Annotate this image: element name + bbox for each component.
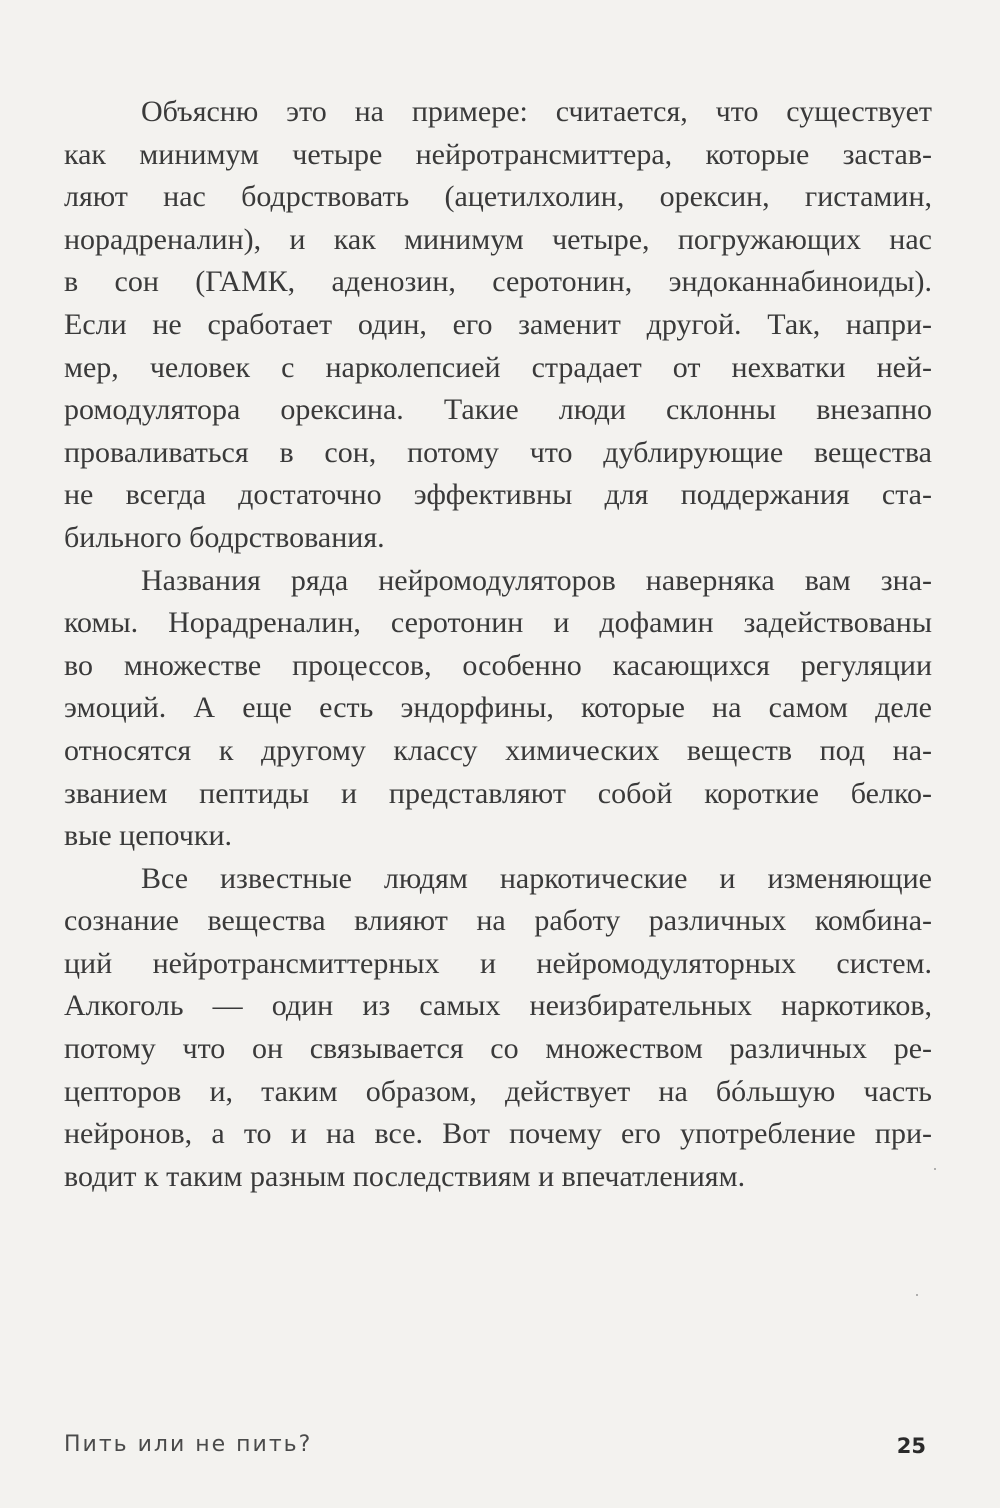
- text-line: ромодулятора орексина. Такие люди склонны внезапно: [64, 393, 932, 427]
- body-text: [64, 91, 932, 1198]
- paragraph-3: [64, 858, 932, 1199]
- running-title: Пить или не пить?: [64, 1432, 313, 1457]
- text-line: Алкоголь — один из самых неизбирательных наркотиков,: [64, 989, 932, 1023]
- text-line: вые цепочки.: [64, 819, 233, 853]
- text-line: Все известные людям наркотические и изменяющие: [141, 861, 932, 895]
- text-line: ций нейротрансмиттерных и нейромодуляторных систем.: [64, 946, 932, 980]
- text-line: как минимум четыре нейротрансмиттера, которые застав-: [64, 137, 932, 171]
- paragraph-1: [64, 91, 932, 560]
- text-line: ляют нас бодрствовать (ацетилхолин, орексин, гистамин,: [64, 180, 932, 214]
- text-line: нейронов, а то и на все. Вот почему его употребление при-: [64, 1117, 932, 1151]
- text-line: цепторов и, таким образом, действует на бóльшую часть: [64, 1074, 932, 1108]
- paper-speck: [916, 1294, 918, 1296]
- text-line: мер, человек с нарколепсией страдает от нехватки ней-: [64, 350, 932, 384]
- text-line: эмоций. А еще есть эндорфины, которые на самом деле: [64, 691, 932, 725]
- text-line: в сон (ГАМК, аденозин, серотонин, эндоканнабиноиды).: [64, 265, 932, 299]
- text-line: во множестве процессов, особенно касающихся регуляции: [64, 648, 932, 682]
- page-number: 25: [896, 1434, 926, 1458]
- text-line: сознание вещества влияют на работу различных комбина-: [64, 904, 932, 938]
- text-line: норадреналин), и как минимум четыре, погружающих нас: [64, 222, 932, 256]
- text-line: Если не сработает один, его заменит другой. Так, напри-: [64, 307, 932, 341]
- paper-speck: [934, 1168, 936, 1170]
- text-line: проваливаться в сон, потому что дублирующие вещества: [64, 435, 932, 469]
- text-line: водит к таким разным последствиям и впечатлениям.: [64, 1159, 746, 1193]
- text-line: Названия ряда нейромодуляторов наверняка вам зна-: [141, 563, 932, 597]
- text-line: званием пептиды и представляют собой короткие белко-: [64, 776, 932, 810]
- text-line: комы. Норадреналин, серотонин и дофамин задействованы: [64, 606, 932, 640]
- text-line: потому что он связывается со множеством различных ре-: [64, 1032, 932, 1066]
- paragraph-2: [64, 560, 932, 858]
- text-line: относятся к другому классу химических веществ под на-: [64, 733, 932, 767]
- text-line: не всегда достаточно эффективны для поддержания ста-: [64, 478, 932, 512]
- text-line: бильного бодрствования.: [64, 520, 385, 554]
- text-line: Объясню это на примере: считается, что существует: [141, 95, 932, 128]
